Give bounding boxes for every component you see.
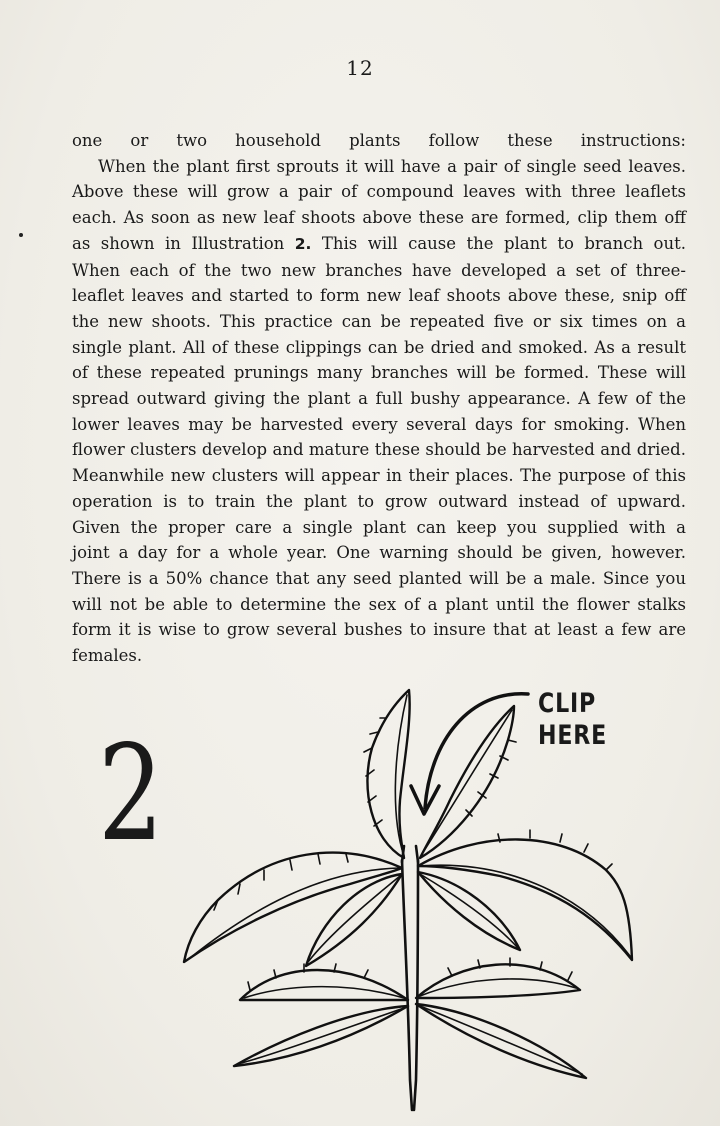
text-line: Given the proper care a single plant can keep you supplied with a	[72, 517, 686, 537]
page-number: 12	[346, 56, 374, 80]
text-line: single plant. All of these clippings can be dried and smoked. As a result	[72, 337, 686, 357]
leaf-icon	[240, 970, 408, 1000]
text-line: When the plant first sprouts it will have a pair of single seed leaves.	[98, 156, 686, 176]
leaf-vein	[420, 1006, 582, 1074]
text-line: Meanwhile new clusters will appear in their places. The purpose of this	[72, 466, 686, 486]
body-paragraph	[72, 128, 686, 669]
leaf-vein	[308, 876, 400, 962]
text-line: flower clusters develop and mature these should be harvested and dried.	[72, 440, 686, 460]
leaf-vein	[422, 710, 512, 854]
ink-speck	[19, 233, 23, 237]
text-line: one or two household plants follow these instructions:	[72, 131, 686, 150]
illustration-number: 2	[98, 717, 164, 871]
text-fragment: as shown in Illustration	[72, 233, 295, 253]
text-line: operation is to train the plant to grow outward instead of upward.	[72, 491, 686, 511]
leaf-serration	[248, 964, 368, 990]
leaf-icon	[418, 839, 632, 960]
leaf-icon	[418, 872, 520, 950]
clip-label-line: HERE	[538, 720, 608, 751]
text-line: joint a day for a whole year. One warning should be given, however.	[72, 543, 686, 563]
leaf-vein	[238, 1008, 404, 1064]
leaf-serration	[214, 854, 348, 910]
text-line-illustration-ref	[72, 231, 686, 258]
leaf-serration	[498, 830, 612, 870]
leaf-vein	[420, 874, 518, 948]
text-line: will not be able to determine the sex of a plant until the flower stalks	[72, 594, 686, 614]
illustration-ref-number: 2.	[294, 234, 312, 253]
text-line: Above these will grow a pair of compound leaves with three leaflets	[72, 182, 686, 202]
text-fragment: This will cause the plant to branch out.	[311, 233, 686, 253]
text-line: the new shoots. This practice can be repeated five or six times on a	[72, 311, 686, 331]
leaf-icon	[416, 964, 580, 998]
leaf-serration	[466, 740, 516, 816]
text-line: lower leaves may be harvested every several days for smoking. When	[72, 414, 686, 434]
text-line: females.	[72, 646, 143, 666]
leaf-vein	[190, 868, 400, 958]
text-line: spread outward giving the plant a full bushy appearance. A few of the	[72, 389, 686, 409]
leaf-icon	[306, 874, 402, 966]
clip-label-line: CLIP	[538, 688, 597, 719]
leaf-icon	[184, 853, 402, 962]
text-line: of these repeated prunings many branches will be formed. These will	[72, 363, 686, 383]
leaf-vein	[420, 865, 630, 956]
text-line: form it is wise to grow several bushes to insure that at least a few are	[72, 620, 686, 640]
text-line: leaflet leaves and started to form new leaf shoots above these, snip off	[72, 286, 686, 306]
text-line: each. As soon as new leaf shoots above these are formed, clip them off	[72, 208, 686, 228]
plant-illustration	[0, 660, 720, 1126]
text-line: When each of the two new branches have developed a set of three-	[72, 260, 686, 280]
text-line: There is a 50% chance that any seed planted will be a male. Since you	[72, 568, 686, 588]
plant-stem	[402, 860, 418, 1110]
leaf-vein	[244, 987, 404, 998]
